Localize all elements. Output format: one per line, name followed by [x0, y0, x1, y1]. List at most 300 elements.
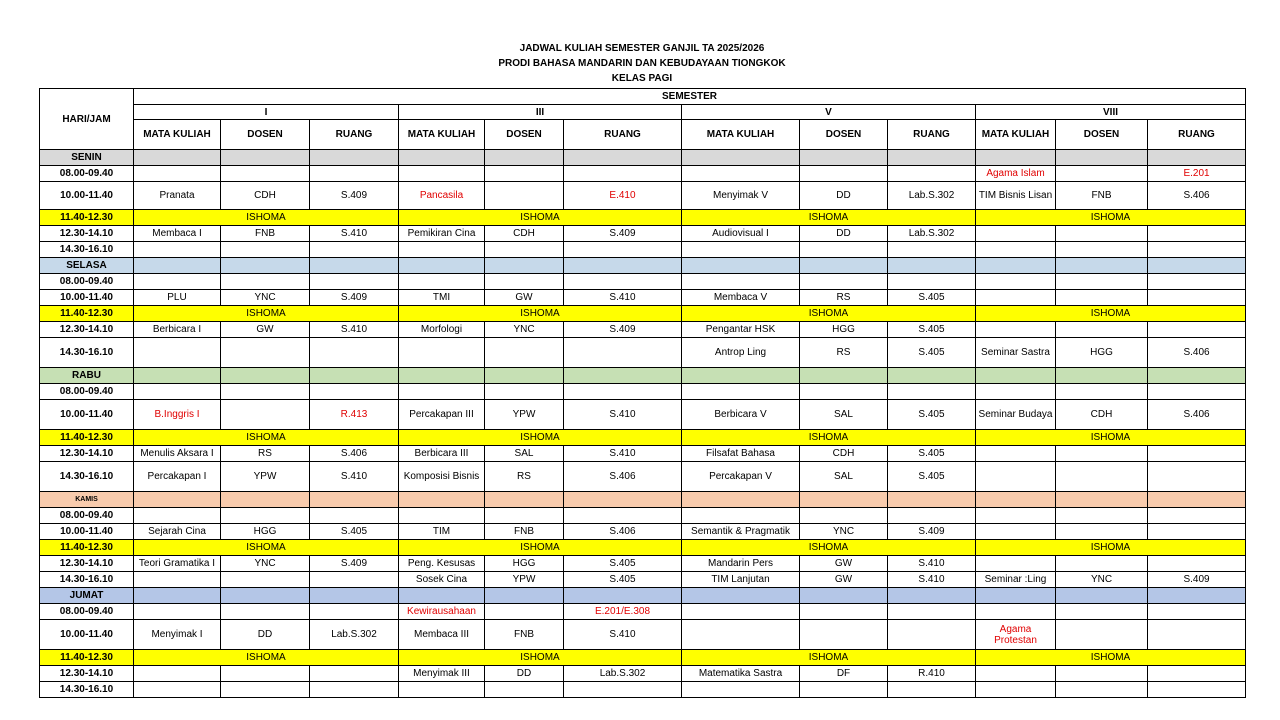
- time-slot: 08.00-09.40: [40, 166, 134, 182]
- cell-mata-kuliah: [399, 274, 485, 290]
- day-band-cell: [1056, 492, 1148, 508]
- ishoma-row: [40, 210, 1246, 226]
- cell-ruang: R.410: [888, 666, 976, 682]
- day-band-cell: [399, 150, 485, 166]
- cell-mata-kuliah: [682, 604, 800, 620]
- cell-dosen: [800, 508, 888, 524]
- cell-mata-kuliah: TMI: [399, 290, 485, 306]
- cell-dosen: GW: [221, 322, 310, 338]
- cell-mata-kuliah: [976, 604, 1056, 620]
- day-band-cell: [485, 492, 564, 508]
- cell-ruang: [1148, 508, 1246, 524]
- cell-mata-kuliah: Menyimak III: [399, 666, 485, 682]
- schedule-row: [40, 242, 1246, 258]
- day-band-cell: [399, 492, 485, 508]
- cell-mata-kuliah: [134, 604, 221, 620]
- ishoma-break: ISHOMA: [134, 540, 399, 556]
- cell-mata-kuliah: TIM Bisnis Lisan: [976, 182, 1056, 210]
- ishoma-break: ISHOMA: [134, 650, 399, 666]
- cell-dosen: [221, 666, 310, 682]
- cell-dosen: [1056, 290, 1148, 306]
- day-band-cell: [485, 368, 564, 384]
- cell-ruang: S.410: [564, 400, 682, 430]
- day-band-cell: [310, 368, 399, 384]
- day-band-cell: [1148, 368, 1246, 384]
- cell-mata-kuliah: B.Inggris I: [134, 400, 221, 430]
- ishoma-break: ISHOMA: [399, 430, 682, 446]
- day-band-cell: [888, 588, 976, 604]
- cell-ruang: [310, 572, 399, 588]
- cell-mata-kuliah: [399, 166, 485, 182]
- day-band-cell: [564, 368, 682, 384]
- cell-ruang: [888, 682, 976, 698]
- cell-ruang: S.405: [564, 572, 682, 588]
- cell-dosen: [800, 682, 888, 698]
- cell-dosen: RS: [221, 446, 310, 462]
- cell-dosen: [485, 384, 564, 400]
- cell-mata-kuliah: Komposisi Bisnis: [399, 462, 485, 492]
- cell-mata-kuliah: Sejarah Cina: [134, 524, 221, 540]
- cell-ruang: S.405: [888, 462, 976, 492]
- day-band-cell: [682, 258, 800, 274]
- day-band-cell: [564, 492, 682, 508]
- cell-mata-kuliah: [134, 274, 221, 290]
- cell-dosen: SAL: [485, 446, 564, 462]
- semester-numbers-row: [40, 105, 1246, 120]
- cell-dosen: [1056, 508, 1148, 524]
- cell-ruang: S.409: [310, 290, 399, 306]
- cell-dosen: [485, 242, 564, 258]
- ishoma-break: ISHOMA: [976, 430, 1246, 446]
- cell-mata-kuliah: Membaca V: [682, 290, 800, 306]
- cell-ruang: S.409: [564, 226, 682, 242]
- cell-dosen: [485, 274, 564, 290]
- day-band-cell: [682, 368, 800, 384]
- cell-mata-kuliah: [682, 274, 800, 290]
- ishoma-break: ISHOMA: [134, 306, 399, 322]
- day-band-cell: [1056, 150, 1148, 166]
- schedule-row: [40, 524, 1246, 540]
- cell-dosen: [800, 620, 888, 650]
- cell-dosen: DF: [800, 666, 888, 682]
- day-band-cell: [485, 150, 564, 166]
- cell-dosen: [800, 384, 888, 400]
- cell-mata-kuliah: [682, 620, 800, 650]
- cell-ruang: [1148, 242, 1246, 258]
- cell-ruang: [310, 508, 399, 524]
- day-band-cell: [310, 492, 399, 508]
- schedule-row: [40, 620, 1246, 650]
- day-band-cell: [800, 492, 888, 508]
- cell-ruang: [1148, 446, 1246, 462]
- day-band-cell: [800, 588, 888, 604]
- cell-dosen: [221, 166, 310, 182]
- cell-dosen: YPW: [485, 400, 564, 430]
- cell-dosen: [800, 604, 888, 620]
- cell-mata-kuliah: TIM: [399, 524, 485, 540]
- schedule-table: [39, 88, 1246, 698]
- cell-ruang: [1148, 462, 1246, 492]
- time-slot: 11.40-12.30: [40, 430, 134, 446]
- time-slot: 11.40-12.30: [40, 210, 134, 226]
- day-band-cell: [134, 492, 221, 508]
- cell-mata-kuliah: Berbicara I: [134, 322, 221, 338]
- day-band-cell: [976, 492, 1056, 508]
- day-band-cell: [399, 588, 485, 604]
- cell-dosen: GW: [800, 572, 888, 588]
- cell-dosen: [221, 572, 310, 588]
- cell-dosen: FNB: [485, 620, 564, 650]
- cell-ruang: [310, 666, 399, 682]
- cell-dosen: HGG: [800, 322, 888, 338]
- cell-dosen: [1056, 166, 1148, 182]
- time-slot: 12.30-14.10: [40, 446, 134, 462]
- day-label: RABU: [40, 368, 134, 384]
- cell-mata-kuliah: Filsafat Bahasa: [682, 446, 800, 462]
- cell-ruang: [564, 338, 682, 368]
- semester-3-header: III: [399, 105, 682, 120]
- day-band-cell: [682, 492, 800, 508]
- cell-dosen: RS: [800, 290, 888, 306]
- cell-dosen: GW: [485, 290, 564, 306]
- cell-mata-kuliah: [976, 508, 1056, 524]
- cell-mata-kuliah: Membaca I: [134, 226, 221, 242]
- ishoma-break: ISHOMA: [682, 650, 976, 666]
- time-slot: 10.00-11.40: [40, 400, 134, 430]
- cell-ruang: R.413: [310, 400, 399, 430]
- cell-mata-kuliah: [976, 290, 1056, 306]
- cell-dosen: [800, 242, 888, 258]
- cell-mata-kuliah: Agama Protestan: [976, 620, 1056, 650]
- cell-mata-kuliah: Seminar Budaya: [976, 400, 1056, 430]
- cell-dosen: [1056, 322, 1148, 338]
- cell-ruang: Lab.S.302: [564, 666, 682, 682]
- day-band-cell: [310, 258, 399, 274]
- cell-mata-kuliah: [976, 384, 1056, 400]
- cell-dosen: HGG: [485, 556, 564, 572]
- time-slot: 11.40-12.30: [40, 306, 134, 322]
- schedule-row: [40, 290, 1246, 306]
- day-label: SELASA: [40, 258, 134, 274]
- cell-dosen: [1056, 384, 1148, 400]
- column-header-dosen: DOSEN: [800, 120, 888, 150]
- day-band-cell: [682, 588, 800, 604]
- cell-dosen: [1056, 524, 1148, 540]
- day-label: JUMAT: [40, 588, 134, 604]
- cell-dosen: YNC: [800, 524, 888, 540]
- cell-ruang: [888, 508, 976, 524]
- day-row-senin: [40, 150, 1246, 166]
- cell-mata-kuliah: Pancasila: [399, 182, 485, 210]
- cell-ruang: [564, 682, 682, 698]
- cell-mata-kuliah: Percakapan III: [399, 400, 485, 430]
- schedule-title: [0, 41, 1280, 86]
- cell-ruang: S.410: [564, 446, 682, 462]
- cell-mata-kuliah: [134, 508, 221, 524]
- schedule-row: [40, 338, 1246, 368]
- cell-dosen: CDH: [800, 446, 888, 462]
- cell-dosen: [1056, 462, 1148, 492]
- ishoma-row: [40, 306, 1246, 322]
- cell-mata-kuliah: [682, 384, 800, 400]
- cell-mata-kuliah: [134, 682, 221, 698]
- cell-ruang: [888, 242, 976, 258]
- column-header-row: [40, 120, 1246, 150]
- cell-dosen: SAL: [800, 400, 888, 430]
- cell-dosen: HGG: [1056, 338, 1148, 368]
- time-slot: 08.00-09.40: [40, 508, 134, 524]
- cell-ruang: [564, 274, 682, 290]
- day-band-cell: [888, 150, 976, 166]
- cell-ruang: S.406: [564, 524, 682, 540]
- cell-mata-kuliah: Pengantar HSK: [682, 322, 800, 338]
- time-slot: 12.30-14.10: [40, 226, 134, 242]
- cell-mata-kuliah: [976, 682, 1056, 698]
- day-band-cell: [800, 150, 888, 166]
- schedule-row: [40, 666, 1246, 682]
- cell-ruang: S.405: [888, 290, 976, 306]
- cell-ruang: Lab.S.302: [888, 182, 976, 210]
- cell-dosen: DD: [485, 666, 564, 682]
- cell-dosen: [1056, 274, 1148, 290]
- cell-mata-kuliah: TIM Lanjutan: [682, 572, 800, 588]
- cell-mata-kuliah: Morfologi: [399, 322, 485, 338]
- cell-dosen: [221, 682, 310, 698]
- cell-mata-kuliah: Berbicara V: [682, 400, 800, 430]
- cell-mata-kuliah: PLU: [134, 290, 221, 306]
- time-slot: 10.00-11.40: [40, 620, 134, 650]
- day-band-cell: [134, 588, 221, 604]
- schedule-row: [40, 274, 1246, 290]
- day-band-cell: [682, 150, 800, 166]
- cell-dosen: [485, 182, 564, 210]
- day-band-cell: [976, 588, 1056, 604]
- cell-dosen: [1056, 242, 1148, 258]
- time-slot: 08.00-09.40: [40, 604, 134, 620]
- day-band-cell: [221, 368, 310, 384]
- day-band-cell: [1056, 368, 1148, 384]
- cell-mata-kuliah: Agama Islam: [976, 166, 1056, 182]
- cell-ruang: [310, 274, 399, 290]
- cell-ruang: S.409: [310, 182, 399, 210]
- ishoma-break: ISHOMA: [399, 210, 682, 226]
- day-band-cell: [221, 150, 310, 166]
- day-band-cell: [564, 150, 682, 166]
- day-row-rabu: [40, 368, 1246, 384]
- ishoma-break: ISHOMA: [682, 430, 976, 446]
- cell-ruang: S.405: [564, 556, 682, 572]
- schedule-row: [40, 508, 1246, 524]
- cell-ruang: [1148, 226, 1246, 242]
- cell-ruang: [1148, 274, 1246, 290]
- ishoma-break: ISHOMA: [976, 650, 1246, 666]
- cell-dosen: FNB: [221, 226, 310, 242]
- semester-header: SEMESTER: [134, 89, 1246, 105]
- column-header-dosen: DOSEN: [1056, 120, 1148, 150]
- cell-ruang: [564, 508, 682, 524]
- cell-dosen: [485, 508, 564, 524]
- cell-dosen: GW: [800, 556, 888, 572]
- day-row-kamis: [40, 492, 1246, 508]
- cell-ruang: [310, 166, 399, 182]
- day-band-cell: [888, 368, 976, 384]
- day-band-cell: [134, 368, 221, 384]
- cell-ruang: S.409: [1148, 572, 1246, 588]
- cell-dosen: [800, 166, 888, 182]
- cell-ruang: [1148, 384, 1246, 400]
- cell-mata-kuliah: Percakapan I: [134, 462, 221, 492]
- column-header-mata-kuliah: MATA KULIAH: [134, 120, 221, 150]
- cell-mata-kuliah: Pemikiran Cina: [399, 226, 485, 242]
- schedule-row: [40, 556, 1246, 572]
- cell-mata-kuliah: Menyimak I: [134, 620, 221, 650]
- cell-ruang: [310, 682, 399, 698]
- cell-ruang: S.405: [888, 446, 976, 462]
- cell-ruang: [564, 166, 682, 182]
- day-band-cell: [1148, 150, 1246, 166]
- schedule-row: [40, 400, 1246, 430]
- day-band-cell: [564, 588, 682, 604]
- cell-dosen: [221, 508, 310, 524]
- ishoma-row: [40, 540, 1246, 556]
- cell-ruang: E.410: [564, 182, 682, 210]
- time-slot: 08.00-09.40: [40, 274, 134, 290]
- cell-ruang: [1148, 682, 1246, 698]
- cell-ruang: S.405: [888, 400, 976, 430]
- semester-header-row: [40, 89, 1246, 105]
- cell-dosen: [221, 242, 310, 258]
- cell-dosen: CDH: [485, 226, 564, 242]
- cell-dosen: YNC: [485, 322, 564, 338]
- cell-mata-kuliah: [976, 556, 1056, 572]
- column-header-mata-kuliah: MATA KULIAH: [976, 120, 1056, 150]
- day-row-jumat: [40, 588, 1246, 604]
- cell-dosen: [221, 274, 310, 290]
- cell-dosen: [485, 604, 564, 620]
- cell-ruang: S.406: [1148, 400, 1246, 430]
- cell-ruang: [888, 166, 976, 182]
- cell-ruang: [310, 242, 399, 258]
- cell-dosen: [485, 166, 564, 182]
- cell-ruang: S.409: [888, 524, 976, 540]
- cell-ruang: S.409: [310, 556, 399, 572]
- cell-dosen: [1056, 226, 1148, 242]
- semester-1-header: I: [134, 105, 399, 120]
- day-band-cell: [976, 368, 1056, 384]
- cell-dosen: [221, 400, 310, 430]
- cell-ruang: [888, 384, 976, 400]
- cell-ruang: S.405: [888, 322, 976, 338]
- day-band-cell: [1056, 588, 1148, 604]
- day-band-cell: [485, 258, 564, 274]
- schedule-row: [40, 462, 1246, 492]
- cell-mata-kuliah: Seminar Sastra: [976, 338, 1056, 368]
- cell-mata-kuliah: Mandarin Pers: [682, 556, 800, 572]
- cell-dosen: [1056, 666, 1148, 682]
- schedule-body: [40, 150, 1246, 698]
- ishoma-break: ISHOMA: [134, 430, 399, 446]
- cell-mata-kuliah: Membaca III: [399, 620, 485, 650]
- cell-ruang: S.410: [310, 226, 399, 242]
- cell-mata-kuliah: [976, 242, 1056, 258]
- cell-mata-kuliah: [134, 572, 221, 588]
- cell-dosen: [1056, 620, 1148, 650]
- cell-dosen: FNB: [1056, 182, 1148, 210]
- title-line-2: PRODI BAHASA MANDARIN DAN KEBUDAYAAN TIONGKOK: [498, 58, 786, 69]
- day-band-cell: [976, 258, 1056, 274]
- cell-mata-kuliah: Audiovisual I: [682, 226, 800, 242]
- cell-ruang: [1148, 604, 1246, 620]
- cell-ruang: S.410: [564, 290, 682, 306]
- day-band-cell: [221, 258, 310, 274]
- cell-mata-kuliah: Pranata: [134, 182, 221, 210]
- cell-mata-kuliah: Peng. Kesusas: [399, 556, 485, 572]
- schedule-row: [40, 384, 1246, 400]
- day-label: SENIN: [40, 150, 134, 166]
- day-band-cell: [399, 258, 485, 274]
- day-band-cell: [800, 368, 888, 384]
- cell-ruang: S.405: [310, 524, 399, 540]
- schedule-row: [40, 446, 1246, 462]
- column-header-dosen: DOSEN: [221, 120, 310, 150]
- cell-dosen: RS: [800, 338, 888, 368]
- day-band-cell: [976, 150, 1056, 166]
- cell-dosen: FNB: [485, 524, 564, 540]
- cell-dosen: CDH: [1056, 400, 1148, 430]
- cell-ruang: [888, 604, 976, 620]
- cell-ruang: [1148, 620, 1246, 650]
- schedule-row: [40, 572, 1246, 588]
- cell-ruang: [1148, 322, 1246, 338]
- cell-mata-kuliah: [682, 166, 800, 182]
- cell-mata-kuliah: [976, 274, 1056, 290]
- cell-mata-kuliah: [134, 242, 221, 258]
- cell-dosen: YNC: [221, 290, 310, 306]
- cell-mata-kuliah: [976, 446, 1056, 462]
- cell-mata-kuliah: Berbicara III: [399, 446, 485, 462]
- cell-ruang: [1148, 666, 1246, 682]
- cell-mata-kuliah: Menyimak V: [682, 182, 800, 210]
- time-slot: 11.40-12.30: [40, 650, 134, 666]
- cell-dosen: [221, 338, 310, 368]
- column-header-ruang: RUANG: [564, 120, 682, 150]
- time-slot: 10.00-11.40: [40, 290, 134, 306]
- day-band-cell: [310, 150, 399, 166]
- cell-ruang: Lab.S.302: [310, 620, 399, 650]
- day-band-cell: [134, 258, 221, 274]
- cell-mata-kuliah: Antrop Ling: [682, 338, 800, 368]
- cell-dosen: [485, 682, 564, 698]
- cell-ruang: [564, 384, 682, 400]
- cell-ruang: [310, 384, 399, 400]
- cell-ruang: [564, 242, 682, 258]
- cell-mata-kuliah: [682, 508, 800, 524]
- cell-ruang: S.410: [310, 462, 399, 492]
- day-band-cell: [888, 492, 976, 508]
- cell-ruang: [1148, 556, 1246, 572]
- cell-mata-kuliah: Teori Gramatika I: [134, 556, 221, 572]
- column-header-dosen: DOSEN: [485, 120, 564, 150]
- day-band-cell: [1148, 492, 1246, 508]
- cell-mata-kuliah: [976, 462, 1056, 492]
- cell-mata-kuliah: [134, 166, 221, 182]
- day-band-cell: [564, 258, 682, 274]
- cell-mata-kuliah: [682, 682, 800, 698]
- ishoma-row: [40, 430, 1246, 446]
- cell-ruang: S.410: [310, 322, 399, 338]
- cell-dosen: [1056, 446, 1148, 462]
- cell-dosen: RS: [485, 462, 564, 492]
